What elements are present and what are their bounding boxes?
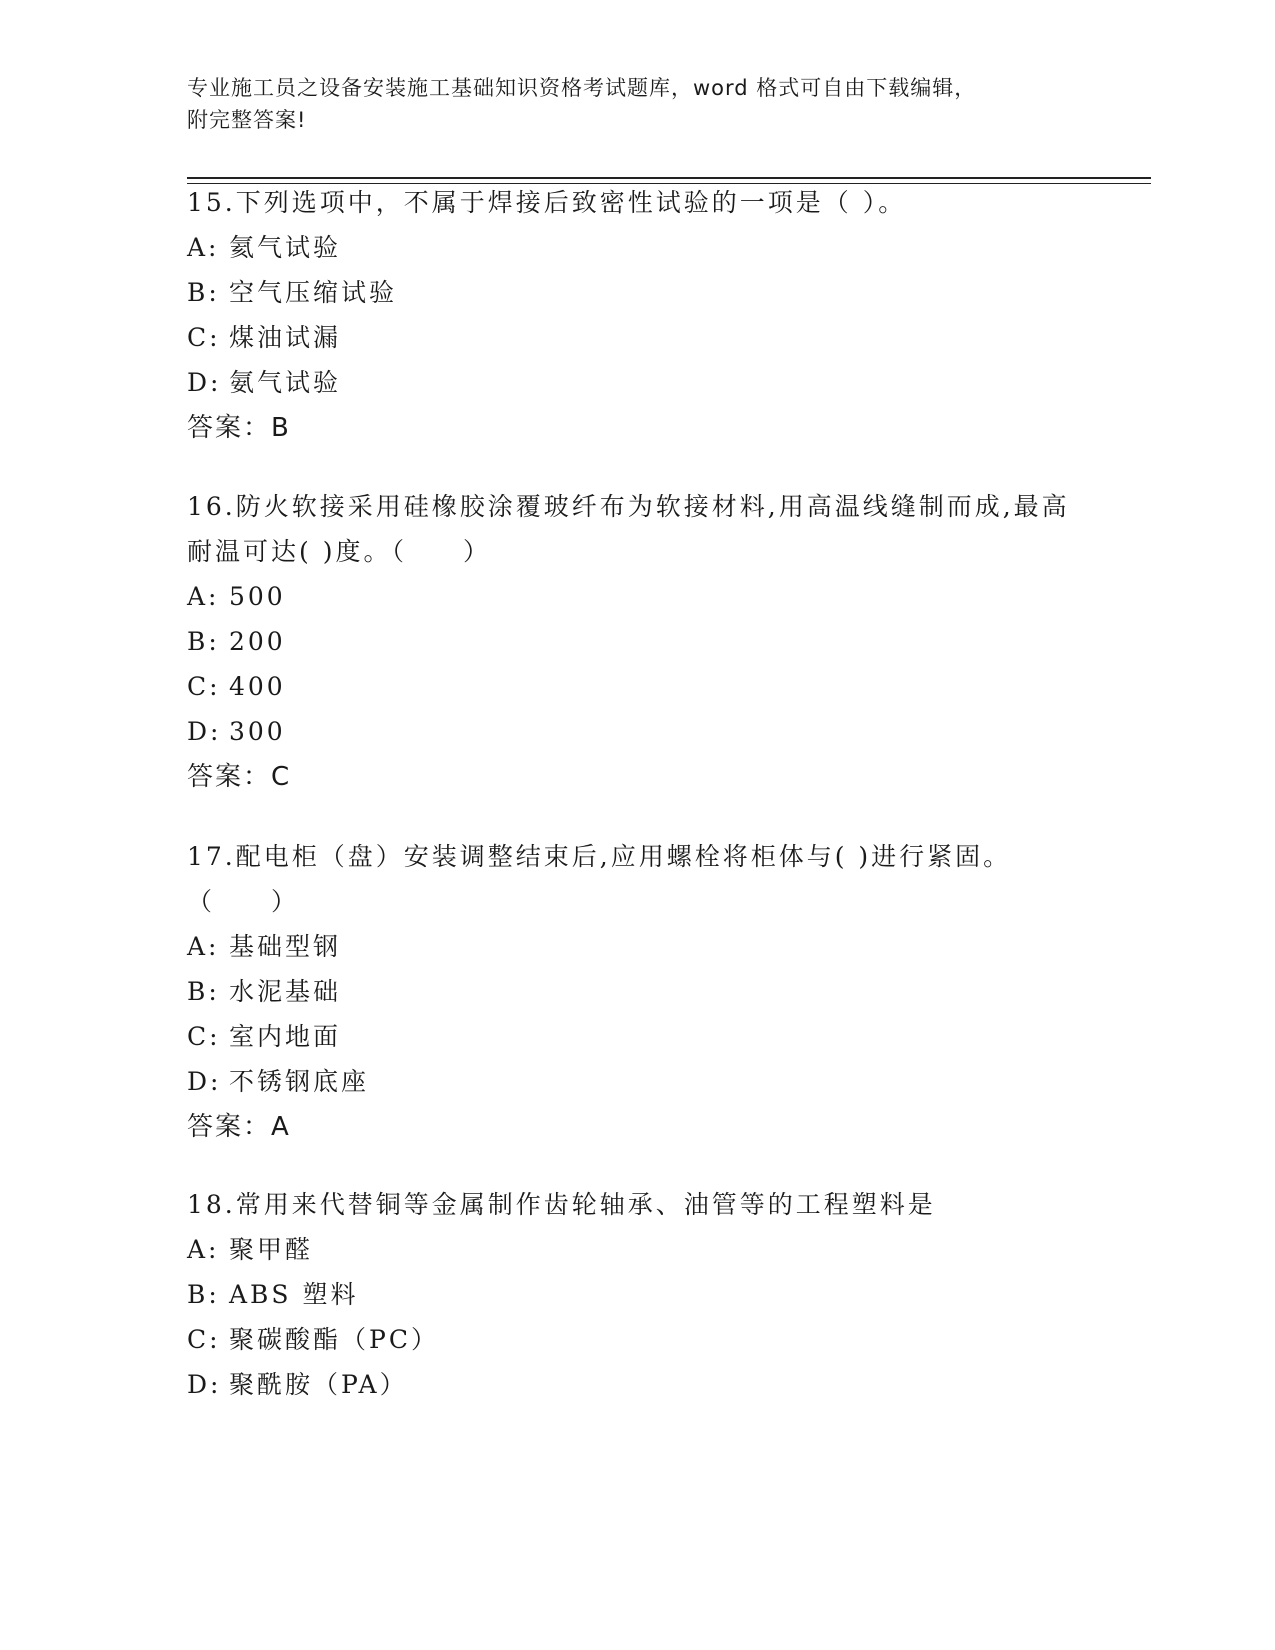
option-c [187, 664, 1087, 709]
option-text: 聚碳酸酯（PC） [229, 1325, 439, 1354]
option-c [187, 1014, 1087, 1059]
option-a [187, 574, 1087, 619]
option-a [187, 924, 1087, 969]
option-d [187, 709, 1087, 754]
question-15 [187, 180, 1087, 451]
option-letter: A: [187, 582, 220, 611]
question-16 [187, 484, 1087, 800]
option-b [187, 619, 1087, 664]
option-text: 空气压缩试验 [229, 278, 398, 307]
option-text: 煤油试漏 [229, 323, 342, 352]
option-text: 不锈钢底座 [229, 1067, 370, 1096]
question-stem: 18.常用来代替铜等金属制作齿轮轴承、油管等的工程塑料是 [187, 1190, 936, 1219]
option-text: 300 [229, 717, 286, 746]
option-letter: B: [187, 977, 220, 1006]
option-letter: B: [187, 627, 220, 656]
header-line-2: 附完整答案! [187, 108, 307, 132]
option-text: 200 [229, 627, 286, 656]
option-letter: A: [187, 233, 220, 262]
option-d [187, 1059, 1087, 1104]
option-b [187, 270, 1087, 315]
option-letter: B: [187, 278, 220, 307]
option-text: 500 [229, 582, 286, 611]
option-text: 聚甲醛 [229, 1235, 314, 1264]
answer-line: 答案：A [187, 1112, 291, 1142]
option-letter: D: [187, 717, 222, 746]
option-text: 聚酰胺（PA） [229, 1370, 408, 1399]
question-stem: 17.配电柜（盘）安装调整结束后,应用螺栓将柜体与( )进行紧固。（ ） [187, 842, 1012, 916]
option-text: 室内地面 [229, 1022, 342, 1051]
option-text: 氨气试验 [229, 368, 342, 397]
option-letter: C: [187, 323, 221, 352]
header-line-1: 专业施工员之设备安装施工基础知识资格考试题库，word 格式可自由下载编辑， [187, 76, 977, 100]
option-text: 基础型钢 [229, 932, 342, 961]
option-d [187, 1362, 1087, 1407]
option-letter: D: [187, 1370, 222, 1399]
option-a [187, 1227, 1087, 1272]
option-c [187, 315, 1087, 360]
option-letter: C: [187, 1022, 221, 1051]
option-letter: C: [187, 672, 221, 701]
option-letter: D: [187, 368, 222, 397]
option-c [187, 1317, 1087, 1362]
option-letter: B: [187, 1280, 220, 1309]
option-text: 水泥基础 [229, 977, 342, 1006]
header-divider-thick [187, 177, 1151, 179]
option-letter: A: [187, 932, 220, 961]
answer-line: 答案：B [187, 413, 291, 443]
question-18 [187, 1182, 1087, 1407]
answer-line: 答案：C [187, 762, 292, 792]
document-header [187, 72, 1087, 136]
option-text: ABS 塑料 [229, 1280, 359, 1309]
option-d [187, 360, 1087, 405]
option-letter: A: [187, 1235, 220, 1264]
question-stem: 16.防火软接采用硅橡胶涂覆玻纤布为软接材料,用高温线缝制而成,最高耐温可达( )度。（ ） [187, 492, 1070, 566]
question-stem: 15.下列选项中，不属于焊接后致密性试验的一项是（ ）。 [187, 188, 907, 217]
question-17 [187, 834, 1087, 1150]
option-letter: C: [187, 1325, 221, 1354]
option-text: 400 [229, 672, 286, 701]
option-b [187, 1272, 1087, 1317]
option-text: 氦气试验 [229, 233, 342, 262]
option-a [187, 225, 1087, 270]
option-letter: D: [187, 1067, 222, 1096]
option-b [187, 969, 1087, 1014]
